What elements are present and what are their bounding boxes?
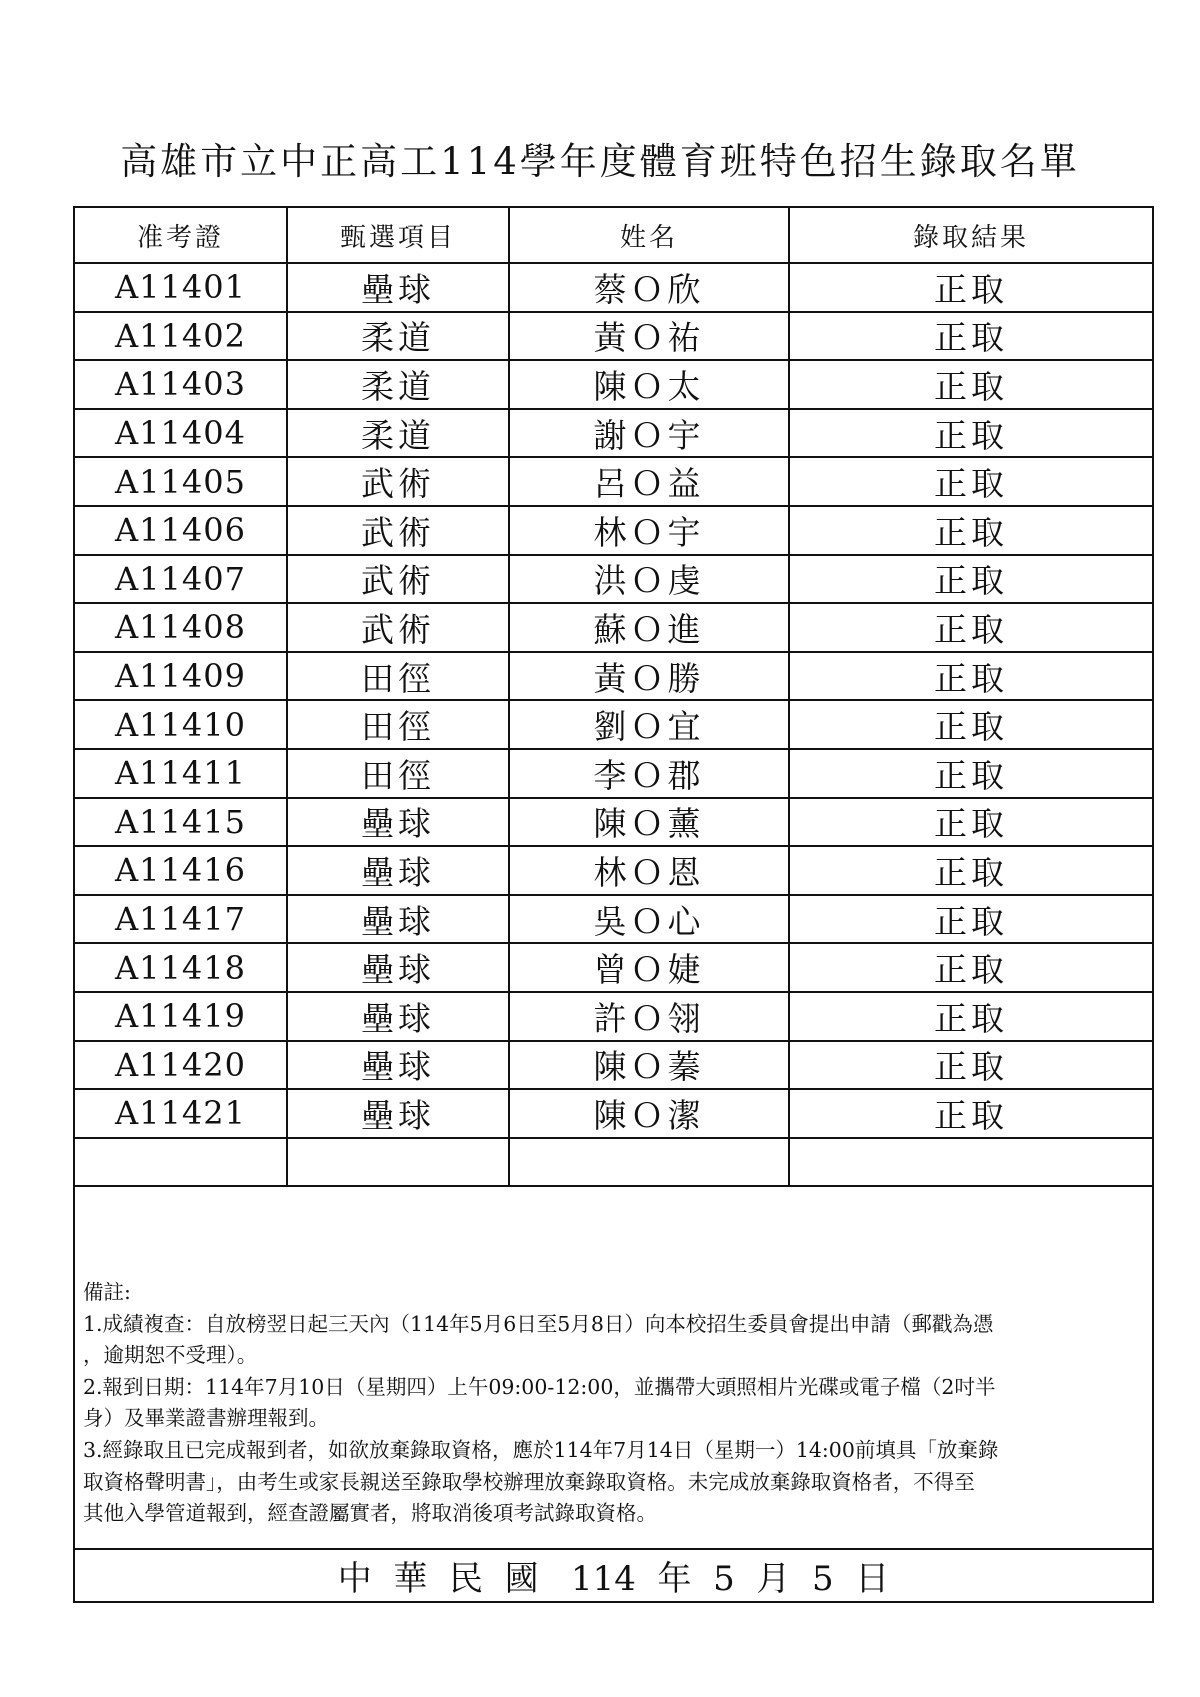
table-header-row <box>75 208 1152 264</box>
exam-id-cell: A11401 <box>75 264 288 311</box>
table-row <box>75 604 1152 653</box>
exam-id-cell: A11420 <box>75 1042 288 1089</box>
table-row <box>75 313 1152 362</box>
sport-cell <box>288 1139 510 1186</box>
table-row <box>75 944 1152 993</box>
sport-cell: 壘球 <box>288 896 510 943</box>
sport-cell: 武術 <box>288 604 510 651</box>
exam-id-cell: A11411 <box>75 750 288 797</box>
sport-cell: 田徑 <box>288 701 510 748</box>
admission-table <box>73 206 1154 1603</box>
name-cell: 黃Ｏ勝 <box>510 653 790 700</box>
exam-id-cell: A11418 <box>75 944 288 991</box>
result-cell: 正取 <box>934 755 1008 795</box>
name-cell: 陳Ｏ潔 <box>510 1090 790 1137</box>
exam-id-cell: A11406 <box>75 507 288 554</box>
name-cell: 李Ｏ郡 <box>510 750 790 797</box>
sport-cell: 壘球 <box>288 993 510 1040</box>
name-cell: 林Ｏ宇 <box>510 507 790 554</box>
result-cell: 正取 <box>934 464 1008 504</box>
issue-date: 中 華 民 國 114 年 5 月 5 日 <box>337 1559 890 1599</box>
name-cell: 林Ｏ恩 <box>510 847 790 894</box>
sport-cell: 武術 <box>288 556 510 603</box>
name-cell: 呂Ｏ益 <box>510 458 790 505</box>
table-row <box>75 847 1152 896</box>
result-cell: 正取 <box>934 1047 1008 1087</box>
table-row <box>75 1042 1152 1091</box>
sport-cell: 武術 <box>288 458 510 505</box>
exam-id-cell: A11404 <box>75 410 288 457</box>
notes-line: 3.經錄取且已完成報到者，如欲放棄錄取資格，應於114年7月14日（星期一）14:00前填具「放棄錄 <box>83 1437 999 1462</box>
column-header-name: 姓名 <box>510 208 790 262</box>
notes-heading: 備註: <box>83 1280 131 1304</box>
name-cell: 蘇Ｏ進 <box>510 604 790 651</box>
table-row <box>75 701 1152 750</box>
result-cell: 正取 <box>934 658 1008 698</box>
notes-line: 其他入學管道報到，經查證屬實者，將取消後項考試錄取資格。 <box>83 1501 657 1526</box>
exam-id-cell: A11419 <box>75 993 288 1040</box>
table-row <box>75 507 1152 556</box>
exam-id-cell <box>75 1139 288 1186</box>
result-cell: 正取 <box>934 512 1008 552</box>
name-cell <box>510 1139 790 1186</box>
exam-id-cell: A11417 <box>75 896 288 943</box>
name-cell: 陳Ｏ蓁 <box>510 1042 790 1089</box>
result-cell: 正取 <box>934 561 1008 601</box>
notes-line: 1.成績複查：自放榜翌日起三天內（114年5月6日至5月8日）向本校招生委員會提出申請（郵戳為憑 <box>83 1311 994 1336</box>
table-row <box>75 1139 1152 1188</box>
name-cell: 謝Ｏ宇 <box>510 410 790 457</box>
result-cell: 正取 <box>934 415 1008 455</box>
notes-line: 取資格聲明書」，由考生或家長親送至錄取學校辦理放棄錄取資格。未完成放棄錄取資格者，不得至 <box>83 1469 975 1494</box>
name-cell: 陳Ｏ薰 <box>510 799 790 846</box>
result-cell: 正取 <box>934 318 1008 358</box>
notes-section <box>75 1268 1152 1550</box>
result-cell: 正取 <box>934 1095 1008 1135</box>
sport-cell: 武術 <box>288 507 510 554</box>
exam-id-cell: A11409 <box>75 653 288 700</box>
name-cell: 黃Ｏ祐 <box>510 313 790 360</box>
name-cell: 許Ｏ翎 <box>510 993 790 1040</box>
table-row <box>75 361 1152 410</box>
sport-cell: 壘球 <box>288 847 510 894</box>
result-cell: 正取 <box>934 852 1008 892</box>
exam-id-cell: A11405 <box>75 458 288 505</box>
table-row <box>75 458 1152 507</box>
table-row <box>75 993 1152 1042</box>
name-cell: 吳Ｏ心 <box>510 896 790 943</box>
result-cell: 正取 <box>934 998 1008 1038</box>
name-cell: 蔡Ｏ欣 <box>510 264 790 311</box>
table-row <box>75 410 1152 459</box>
sport-cell: 柔道 <box>288 410 510 457</box>
document-title: 高雄市立中正高工114學年度體育班特色招生錄取名單 <box>120 140 1080 183</box>
sport-cell: 壘球 <box>288 1042 510 1089</box>
table-row <box>75 1090 1152 1139</box>
result-cell: 正取 <box>934 609 1008 649</box>
sport-cell: 田徑 <box>288 750 510 797</box>
table-row <box>75 653 1152 702</box>
column-header-sport: 甄選項目 <box>288 208 510 262</box>
notes-line: 身）及畢業證書辦理報到。 <box>83 1406 329 1431</box>
result-cell: 正取 <box>934 804 1008 844</box>
table-row <box>75 264 1152 313</box>
sport-cell: 壘球 <box>288 944 510 991</box>
column-header-exam-id: 准考證 <box>75 208 288 262</box>
sport-cell: 壘球 <box>288 799 510 846</box>
exam-id-cell: A11415 <box>75 799 288 846</box>
notes-line: ，逾期恕不受理）。 <box>83 1343 258 1368</box>
table-row <box>75 556 1152 605</box>
result-cell: 正取 <box>934 901 1008 941</box>
exam-id-cell: A11416 <box>75 847 288 894</box>
name-cell: 劉Ｏ宜 <box>510 701 790 748</box>
table-row <box>75 896 1152 945</box>
sport-cell: 柔道 <box>288 361 510 408</box>
exam-id-cell: A11408 <box>75 604 288 651</box>
name-cell: 曾Ｏ婕 <box>510 944 790 991</box>
table-row <box>75 799 1152 848</box>
exam-id-cell: A11403 <box>75 361 288 408</box>
result-cell: 正取 <box>934 269 1008 309</box>
sport-cell: 壘球 <box>288 264 510 311</box>
notes-line: 2.報到日期：114年7月10日（星期四）上午09:00-12:00，並攜帶大頭照相片光碟或電子檔（2吋半 <box>83 1374 996 1399</box>
exam-id-cell: A11407 <box>75 556 288 603</box>
name-cell: 洪Ｏ虔 <box>510 556 790 603</box>
result-cell: 正取 <box>934 707 1008 747</box>
column-header-result: 錄取結果 <box>912 222 1029 253</box>
result-cell: 正取 <box>934 366 1008 406</box>
table-row <box>75 750 1152 799</box>
sport-cell: 壘球 <box>288 1090 510 1137</box>
exam-id-cell: A11410 <box>75 701 288 748</box>
result-cell <box>790 1139 1152 1186</box>
exam-id-cell: A11421 <box>75 1090 288 1137</box>
name-cell: 陳Ｏ太 <box>510 361 790 408</box>
sport-cell: 柔道 <box>288 313 510 360</box>
exam-id-cell: A11402 <box>75 313 288 360</box>
result-cell: 正取 <box>934 950 1008 990</box>
sport-cell: 田徑 <box>288 653 510 700</box>
